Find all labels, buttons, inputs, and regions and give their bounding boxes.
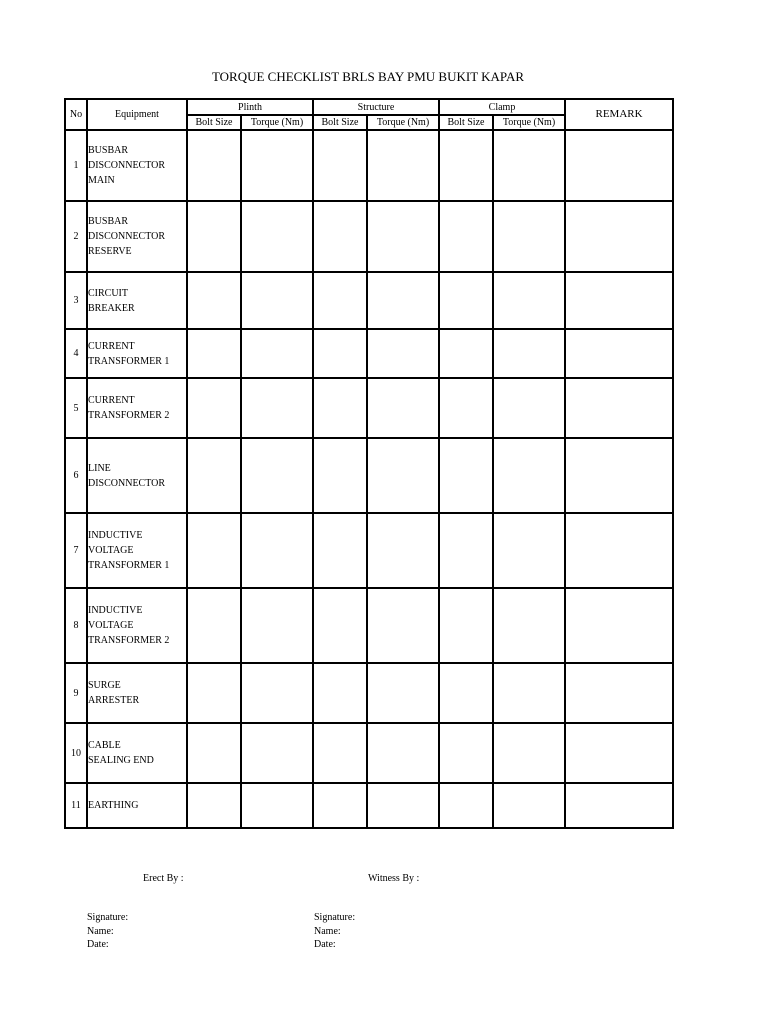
- plinth-bolt-size-cell[interactable]: [187, 663, 241, 723]
- clamp-torque-cell[interactable]: [493, 783, 565, 828]
- equipment-name-line: TRANSFORMER 2: [88, 635, 170, 646]
- plinth-torque-cell[interactable]: [241, 272, 313, 329]
- header-remark: REMARK: [565, 99, 673, 130]
- clamp-torque-cell[interactable]: [493, 513, 565, 588]
- equipment-cell: [87, 783, 187, 828]
- clamp-bolt-size-cell[interactable]: [439, 783, 493, 828]
- erect-by-label: Erect By :: [143, 873, 184, 884]
- remark-cell[interactable]: [565, 438, 673, 513]
- header-clamp-torque: Torque (Nm): [493, 115, 565, 130]
- erect-date-label: Date:: [87, 939, 109, 950]
- row-number: 5: [65, 378, 87, 438]
- equipment-cell: [87, 201, 187, 272]
- remark-cell[interactable]: [565, 783, 673, 828]
- remark-cell[interactable]: [565, 513, 673, 588]
- equipment-cell: [87, 378, 187, 438]
- witness-signature-label: Signature:: [314, 912, 356, 923]
- clamp-bolt-size-cell[interactable]: [439, 130, 493, 201]
- equipment-cell: [87, 723, 187, 783]
- remark-cell[interactable]: [565, 329, 673, 378]
- plinth-torque-cell[interactable]: [241, 783, 313, 828]
- clamp-bolt-size-cell[interactable]: [439, 378, 493, 438]
- header-structure: Structure: [313, 99, 439, 115]
- equipment-cell: [87, 272, 187, 329]
- plinth-torque-cell[interactable]: [241, 588, 313, 663]
- table-row: [65, 378, 673, 438]
- equipment-name-line: CABLE: [88, 740, 121, 751]
- structure-bolt-size-cell[interactable]: [313, 588, 367, 663]
- equipment-cell: [87, 588, 187, 663]
- equipment-name-line: TRANSFORMER 1: [88, 355, 170, 367]
- structure-torque-cell[interactable]: [367, 723, 439, 783]
- remark-cell[interactable]: [565, 723, 673, 783]
- structure-torque-cell[interactable]: [367, 130, 439, 201]
- clamp-bolt-size-cell[interactable]: [439, 272, 493, 329]
- equipment-name-line: BREAKER: [88, 302, 135, 314]
- table-row: [65, 783, 673, 828]
- equipment-name-line: MAIN: [88, 175, 115, 186]
- structure-bolt-size-cell[interactable]: [313, 723, 367, 783]
- clamp-torque-cell[interactable]: [493, 438, 565, 513]
- plinth-torque-cell[interactable]: [241, 723, 313, 783]
- header-structure-torque: Torque (Nm): [367, 115, 439, 130]
- clamp-torque-cell[interactable]: [493, 272, 565, 329]
- erect-sign-block: [87, 911, 128, 952]
- structure-bolt-size-cell[interactable]: [313, 272, 367, 329]
- structure-bolt-size-cell[interactable]: [313, 783, 367, 828]
- table-row: [65, 272, 673, 329]
- remark-cell[interactable]: [565, 272, 673, 329]
- erect-signature-label: Signature:: [87, 912, 129, 923]
- structure-bolt-size-cell[interactable]: [313, 329, 367, 378]
- table-row: [65, 723, 673, 783]
- structure-torque-cell[interactable]: [367, 513, 439, 588]
- clamp-bolt-size-cell[interactable]: [439, 329, 493, 378]
- plinth-bolt-size-cell[interactable]: [187, 378, 241, 438]
- clamp-torque-cell[interactable]: [493, 588, 565, 663]
- equipment-name-line: DISCONNECTOR: [88, 477, 166, 489]
- equipment-name-line: LINE: [88, 462, 111, 474]
- plinth-bolt-size-cell[interactable]: [187, 272, 241, 329]
- structure-torque-cell[interactable]: [367, 272, 439, 329]
- plinth-torque-cell[interactable]: [241, 663, 313, 723]
- row-number: 1: [65, 130, 87, 201]
- table-row: [65, 201, 673, 272]
- erect-name-label: Name:: [87, 925, 114, 937]
- table-row: [65, 438, 673, 513]
- row-number: 6: [65, 438, 87, 513]
- plinth-bolt-size-cell[interactable]: [187, 783, 241, 828]
- structure-bolt-size-cell[interactable]: [313, 663, 367, 723]
- remark-cell[interactable]: [565, 663, 673, 723]
- plinth-bolt-size-cell[interactable]: [187, 723, 241, 783]
- clamp-torque-cell[interactable]: [493, 130, 565, 201]
- structure-bolt-size-cell[interactable]: [313, 130, 367, 201]
- remark-cell[interactable]: [565, 130, 673, 201]
- table-row: [65, 513, 673, 588]
- structure-torque-cell[interactable]: [367, 438, 439, 513]
- header-clamp: Clamp: [439, 99, 565, 115]
- equipment-name-line: DISCONNECTOR: [88, 231, 166, 242]
- row-number: 8: [65, 588, 87, 663]
- equipment-name-line: TRANSFORMER 1: [88, 560, 170, 571]
- row-number: 11: [65, 783, 87, 828]
- equipment-name-line: CURRENT: [88, 340, 135, 352]
- structure-torque-cell[interactable]: [367, 588, 439, 663]
- table-row: [65, 329, 673, 378]
- header-plinth-torque: Torque (Nm): [241, 115, 313, 130]
- equipment-cell: [87, 329, 187, 378]
- equipment-cell: [87, 513, 187, 588]
- equipment-name-line: ARRESTER: [88, 695, 140, 706]
- structure-bolt-size-cell[interactable]: [313, 438, 367, 513]
- header-equipment: Equipment: [87, 99, 187, 130]
- equipment-name-line: SURGE: [88, 680, 121, 691]
- torque-checklist-table: [64, 98, 674, 829]
- plinth-torque-cell[interactable]: [241, 378, 313, 438]
- clamp-torque-cell[interactable]: [493, 378, 565, 438]
- witness-date-label: Date:: [314, 939, 336, 950]
- row-number: 3: [65, 272, 87, 329]
- witness-name-label: Name:: [314, 925, 341, 937]
- remark-cell[interactable]: [565, 588, 673, 663]
- header-clamp-bolt-size: Bolt Size: [439, 115, 493, 130]
- clamp-bolt-size-cell[interactable]: [439, 723, 493, 783]
- table-row: [65, 130, 673, 201]
- header-row-main: [65, 99, 673, 115]
- row-number: 2: [65, 201, 87, 272]
- equipment-name-line: EARTHING: [88, 800, 139, 811]
- structure-bolt-size-cell[interactable]: [313, 201, 367, 272]
- table-row: [65, 588, 673, 663]
- clamp-bolt-size-cell[interactable]: [439, 663, 493, 723]
- equipment-name-line: BUSBAR: [88, 145, 129, 156]
- equipment-name-line: INDUCTIVE: [88, 605, 143, 616]
- plinth-torque-cell[interactable]: [241, 329, 313, 378]
- structure-torque-cell[interactable]: [367, 663, 439, 723]
- equipment-name-line: DISCONNECTOR: [88, 160, 166, 171]
- header-structure-bolt-size: Bolt Size: [313, 115, 367, 130]
- plinth-bolt-size-cell[interactable]: [187, 513, 241, 588]
- document-title: [0, 69, 736, 85]
- header-no: No: [65, 99, 87, 130]
- clamp-bolt-size-cell[interactable]: [439, 201, 493, 272]
- equipment-cell: [87, 130, 187, 201]
- plinth-torque-cell[interactable]: [241, 201, 313, 272]
- clamp-bolt-size-cell[interactable]: [439, 588, 493, 663]
- row-number: 7: [65, 513, 87, 588]
- clamp-torque-cell[interactable]: [493, 329, 565, 378]
- equipment-name-line: VOLTAGE: [88, 620, 134, 631]
- plinth-bolt-size-cell[interactable]: [187, 130, 241, 201]
- table-body: [65, 130, 673, 828]
- plinth-torque-cell[interactable]: [241, 130, 313, 201]
- equipment-name-line: BUSBAR: [88, 216, 129, 227]
- equipment-name-line: TRANSFORMER 2: [88, 410, 170, 421]
- header-plinth-bolt-size: Bolt Size: [187, 115, 241, 130]
- equipment-name-line: VOLTAGE: [88, 545, 134, 556]
- equipment-name-line: CURRENT: [88, 395, 135, 406]
- plinth-bolt-size-cell[interactable]: [187, 201, 241, 272]
- equipment-name-line: CIRCUIT: [88, 287, 128, 299]
- clamp-bolt-size-cell[interactable]: [439, 438, 493, 513]
- equipment-name-line: RESERVE: [88, 246, 132, 257]
- clamp-torque-cell[interactable]: [493, 201, 565, 272]
- row-number: 4: [65, 329, 87, 378]
- equipment-cell: [87, 438, 187, 513]
- clamp-bolt-size-cell[interactable]: [439, 513, 493, 588]
- plinth-torque-cell[interactable]: [241, 513, 313, 588]
- plinth-bolt-size-cell[interactable]: [187, 588, 241, 663]
- structure-torque-cell[interactable]: [367, 378, 439, 438]
- witness-sign-block: [314, 911, 355, 952]
- clamp-torque-cell[interactable]: [493, 663, 565, 723]
- document-title-text: TORQUE CHECKLIST BRLS BAY PMU BUKIT KAPAR: [211, 69, 525, 84]
- remark-cell[interactable]: [565, 201, 673, 272]
- structure-bolt-size-cell[interactable]: [313, 513, 367, 588]
- row-number: 9: [65, 663, 87, 723]
- equipment-name-line: SEALING END: [88, 755, 154, 766]
- structure-torque-cell[interactable]: [367, 329, 439, 378]
- row-number: 10: [65, 723, 87, 783]
- header-plinth: Plinth: [187, 99, 313, 115]
- structure-torque-cell[interactable]: [367, 201, 439, 272]
- plinth-bolt-size-cell[interactable]: [187, 329, 241, 378]
- structure-bolt-size-cell[interactable]: [313, 378, 367, 438]
- table-row: [65, 663, 673, 723]
- structure-torque-cell[interactable]: [367, 783, 439, 828]
- plinth-bolt-size-cell[interactable]: [187, 438, 241, 513]
- equipment-name-line: INDUCTIVE: [88, 530, 143, 541]
- remark-cell[interactable]: [565, 378, 673, 438]
- witness-by-label: Witness By :: [368, 873, 420, 884]
- equipment-cell: [87, 663, 187, 723]
- clamp-torque-cell[interactable]: [493, 723, 565, 783]
- plinth-torque-cell[interactable]: [241, 438, 313, 513]
